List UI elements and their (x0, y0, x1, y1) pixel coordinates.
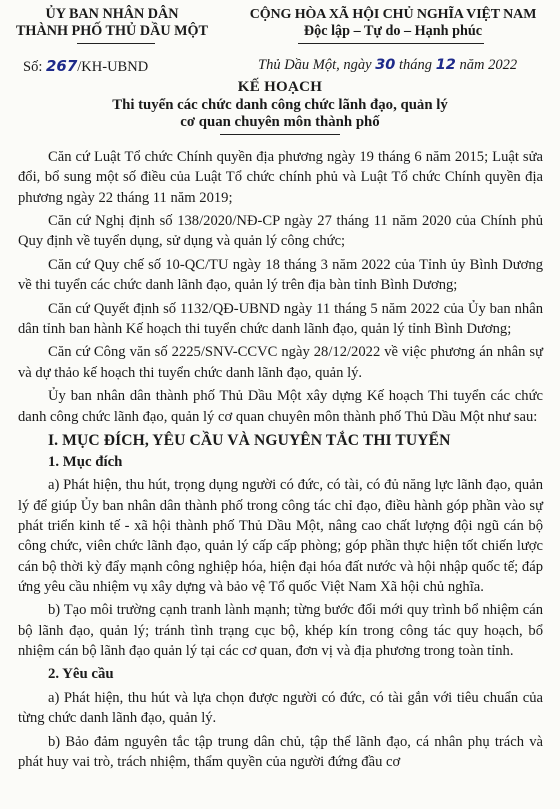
document-title-line-2: cơ quan chuyên môn thành phố (180, 114, 380, 130)
nation-name: CỘNG HÒA XÃ HỘI CHỦ NGHĨA VIỆT NAM (249, 7, 537, 22)
agency-line-2: THÀNH PHỐ THỦ DẦU MỘT (15, 23, 209, 39)
doc-number-suffix: /KH-UBND (77, 59, 149, 75)
date-day: 30 (375, 57, 396, 73)
agency-line-1: ỦY BAN NHÂN DÂN (45, 6, 179, 22)
legal-basis-5: Căn cứ Công văn số 2225/SNV-CCVC ngày 28/12/2022 về việc phương án nhân sự và dự thảo kế hoạch thi tuyển chức danh lãnh đạo, quản lý. (18, 344, 543, 381)
subsection-purpose: 1. Mục đích (48, 454, 123, 471)
agency-underline (77, 43, 155, 44)
legal-basis-3: Căn cứ Quy chế số 10-QC/TU ngày 18 tháng 3 năm 2022 của Tỉnh ủy Bình Dương về thi tuyển các chức danh lãnh đạo, quản lý trên địa bàn tỉnh Bình Dương; (18, 256, 543, 294)
document-number (23, 57, 148, 76)
document-date (258, 57, 517, 74)
legal-basis-1: Căn cứ Luật Tổ chức Chính quyền địa phương ngày 19 tháng 6 năm 2015; Luật sửa đổi, bổ sung một số điều của Luật Tổ chức chính phủ và Luật Tổ chức Chính quyền địa phương ngày 22 tháng 11 năm 2019; (18, 149, 543, 206)
date-year: năm 2022 (459, 57, 518, 73)
document-kind: KẾ HOẠCH (237, 79, 323, 95)
date-month: 12 (435, 57, 456, 73)
national-heading (228, 6, 558, 40)
motto-underline (298, 43, 484, 44)
requirement-a: a) Phát hiện, thu hút và lựa chọn được người có đức, có tài gắn với tiêu chuẩn của từng chức danh lãnh đạo, quản lý. (18, 689, 543, 727)
requirement-b: b) Bảo đảm nguyên tắc tập trung dân chủ, tập thể lãnh đạo, cá nhân phụ trách và phát huy vai trò, trách nhiệm, thẩm quyền của người đứng đầu cơ (18, 733, 543, 770)
purpose-a: a) Phát hiện, thu hút, trọng dụng người có đức, có tài, có đủ năng lực lãnh đạo, quản lý để giúp Ủy ban nhân dân thành phố trong công tác chỉ đạo, điều hành góp phần vào sự phát triển kinh tế - xã hội thành phố Thủ Dầu Một, nâng cao chất lượng đội ngũ cán bộ công chức, viên chức lãnh đạo, quản lý cấp cấp phòng; góp phần thực hiện tốt chiến lược cán bộ thời kỳ đẩy mạnh công nghiệp hóa, hiện đại hóa đất nước và hội nhập quốc tế; đáp ứng yêu cầu nhiệm vụ xây dựng và bảo vệ Tổ quốc Việt Nam Xã hội chủ nghĩa. (18, 477, 543, 595)
issuing-agency (0, 6, 224, 40)
document-title-line-1: Thi tuyển các chức danh công chức lãnh đạo, quản lý (112, 97, 448, 113)
date-month-label: tháng (399, 57, 433, 73)
legal-basis-2: Căn cứ Nghị định số 138/2020/NĐ-CP ngày 27 tháng 11 năm 2020 của Chính phủ Quy định về tuyển dụng, sử dụng và quản lý công chức; (18, 213, 543, 250)
subsection-requirements: 2. Yêu cầu (48, 666, 114, 683)
intro-paragraph: Ủy ban nhân dân thành phố Thủ Dầu Một xây dựng Kế hoạch Thi tuyển các chức danh công chức lãnh đạo, quản lý cơ quan chuyên môn thành phố Thủ Dầu Một như sau: (18, 388, 543, 425)
national-motto: Độc lập – Tự do – Hạnh phúc (303, 23, 483, 39)
document-body (18, 147, 543, 775)
doc-number-prefix: Số: (23, 59, 43, 75)
date-place: Thủ Dầu Một, ngày (258, 57, 372, 73)
purpose-b: b) Tạo môi trường cạnh tranh lành mạnh; từng bước đổi mới quy trình bổ nhiệm cán bộ lãnh đạo, quản lý; tránh tình trạng cục bộ, khép kín trong công tác quy hoạch, bổ nhiệm cán bộ lãnh đạo quản lý tại các cơ quan, đơn vị và địa phương trong toàn tỉnh. (18, 602, 543, 659)
doc-number-handwritten: 267 (45, 57, 78, 75)
legal-basis-4: Căn cứ Quyết định số 1132/QĐ-UBND ngày 11 tháng 5 năm 2022 của Ủy ban nhân dân tỉnh ban hành Kế hoạch thi tuyển chức danh lãnh đạo, quản lý tỉnh Bình Dương; (18, 300, 543, 337)
section-heading-1: I. MỤC ĐÍCH, YÊU CẦU VÀ NGUYÊN TẮC THI TUYỂN (48, 431, 451, 449)
title-underline (220, 134, 340, 135)
